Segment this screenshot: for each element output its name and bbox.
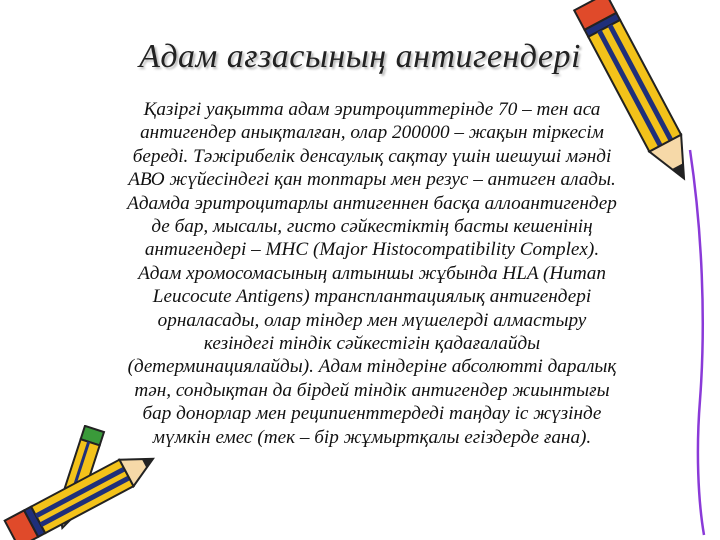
body-line: береді. Тәжірибелік денсаулық сақтау үшін шешуші мәнді — [132, 145, 612, 167]
body-line: антигендер анықталған, олар 200000 – жақын тіркесім — [140, 122, 604, 144]
body-line: бар донорлар мен реципиенттердеді таңдау іс жүзінде — [142, 403, 602, 425]
body-line: Адам хромосомасының алтыншы жұбында HLA (Human — [138, 262, 606, 284]
slide-body — [56, 98, 688, 449]
pencil-bottom-icon — [0, 440, 170, 540]
slide-title: Адам ағзасының антигендері — [139, 38, 581, 75]
body-line: антигендері – МНС (Major Histocompatibility Complex). — [144, 239, 600, 261]
body-line: орналасады, олар тіндер мен мүшелерді алмастыру — [157, 309, 587, 331]
body-line: Қазіргі уақытта адам эритроциттерінде 70 – тен аса — [143, 99, 601, 120]
body-line: Leucocute Antigens) трансплантациялық антигендері — [152, 286, 592, 308]
body-line: АВО жүйесіндегі қан топтары мен резус – антиген алады. — [128, 169, 616, 191]
body-line: (детерминациялайды). Адам тіндеріне абсолютті даралық — [127, 356, 617, 378]
body-line: кезіндегі тіндік сәйкестігін қадағалайды — [203, 333, 541, 355]
body-line: Адамда эритроцитарлы антигеннен басқа аллоантигендер — [127, 192, 617, 214]
body-line: де бар, мысалы, гисто сәйкестіктің басты кешенінің — [151, 216, 593, 238]
body-line: мүмкін емес (тек – бір жұмыртқалы егіздерде ғана). — [152, 426, 592, 448]
body-line: тән, сондықтан да бірдей тіндік антигендер жиынтығы — [134, 379, 610, 401]
